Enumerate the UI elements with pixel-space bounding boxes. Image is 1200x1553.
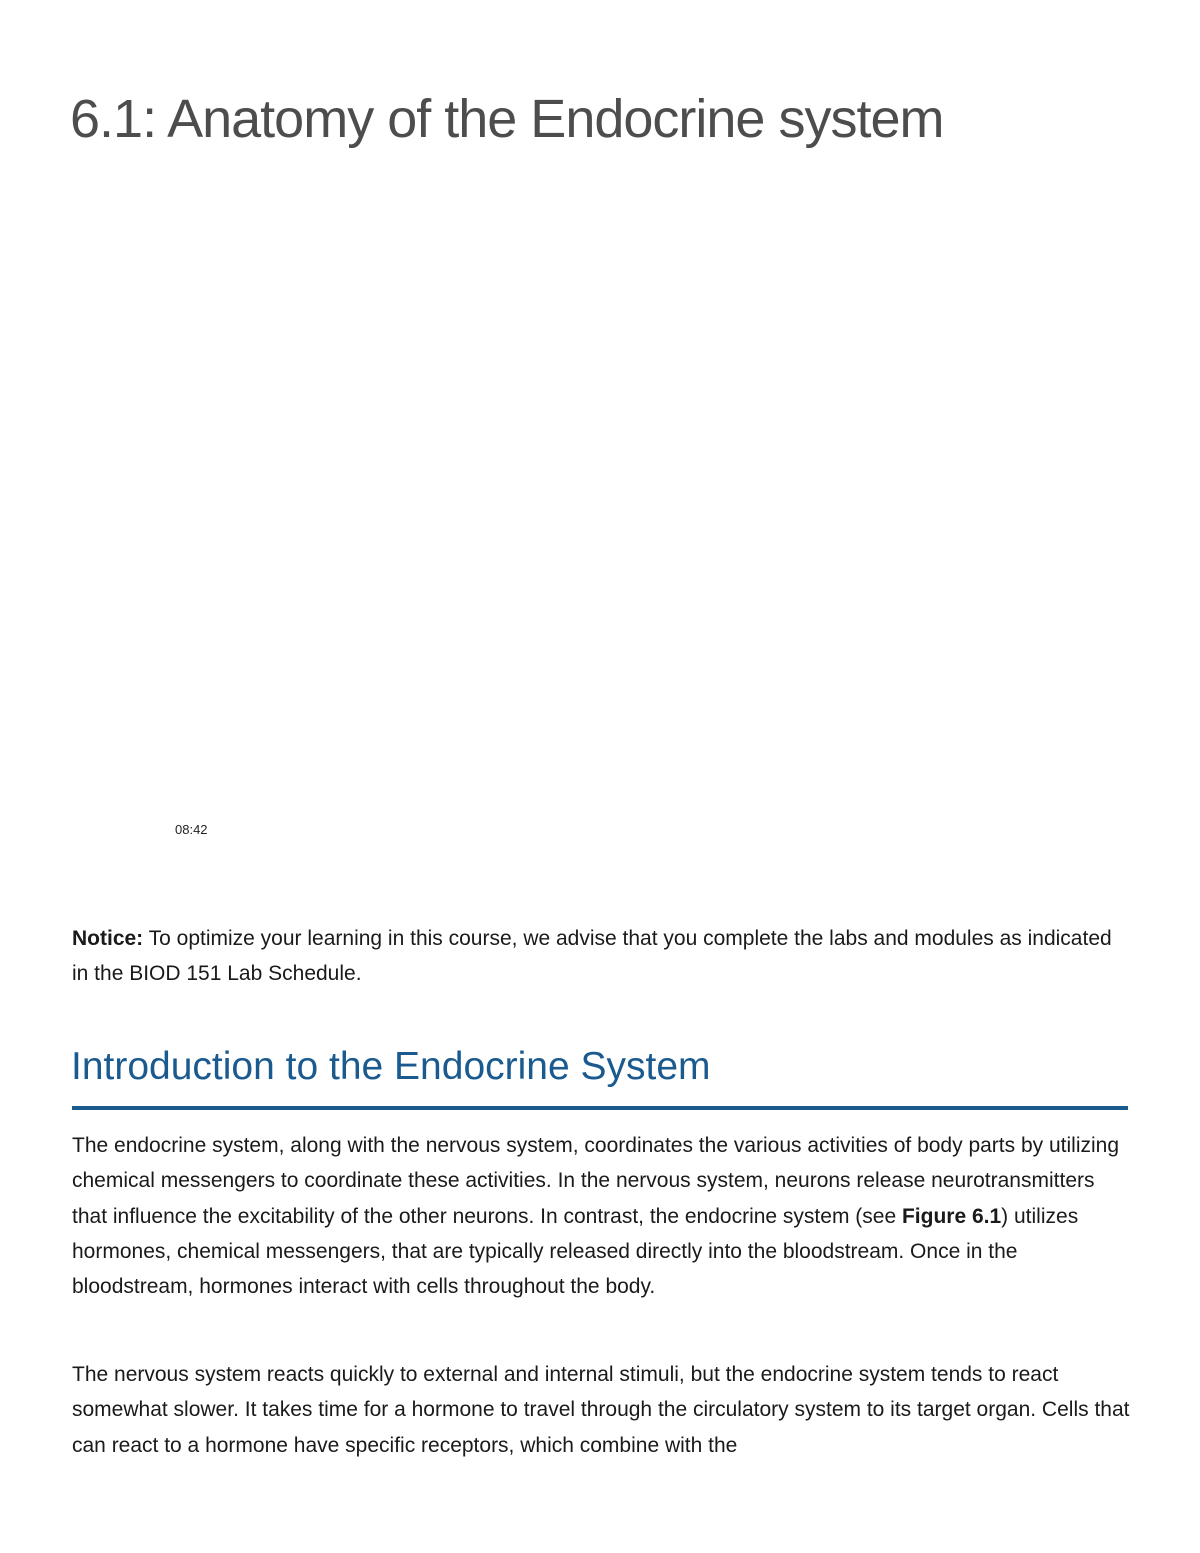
video-player[interactable] [70, 180, 1130, 860]
notice-paragraph [72, 921, 1132, 991]
section-divider [72, 1106, 1128, 1110]
body-paragraph-1 [72, 1128, 1132, 1304]
body-paragraph-2: The nervous system reacts quickly to external and internal stimuli, but the endocrine system tends to react somewhat slower. It takes time for a hormone to travel through the circulatory system to its target organ. Cells that can react to a hormone have specific receptors, which combine with the [72, 1363, 1130, 1457]
notice-text: To optimize your learning in this course, we advise that you complete the labs and modules as indicated in the BIOD 151 Lab Schedule. [72, 927, 1112, 985]
page-title: 6.1: Anatomy of the Endocrine system [70, 89, 944, 149]
figure-reference: Figure 6.1 [901, 1204, 1002, 1228]
video-timestamp: 08:42 [175, 822, 208, 837]
paragraph-1-text-end: ) utilizes hormones, chemical messengers, that are typically released directly into the bloodstream. Once in the bloodstream, hormones interact with cells throughout the body. [72, 1204, 1079, 1299]
paragraph-1-text-start: The endocrine system, along with the nervous system, coordinates the various activities of body parts by utilizing chemical messengers to coordinate these activities. In the nervous system, neurons release neurotransmitters that influence the excitability of the other neurons. In contrast, the endocrine system (see [72, 1134, 1120, 1228]
section-heading: Introduction to the Endocrine System [71, 1045, 711, 1088]
notice-label: Notice: [72, 927, 144, 950]
